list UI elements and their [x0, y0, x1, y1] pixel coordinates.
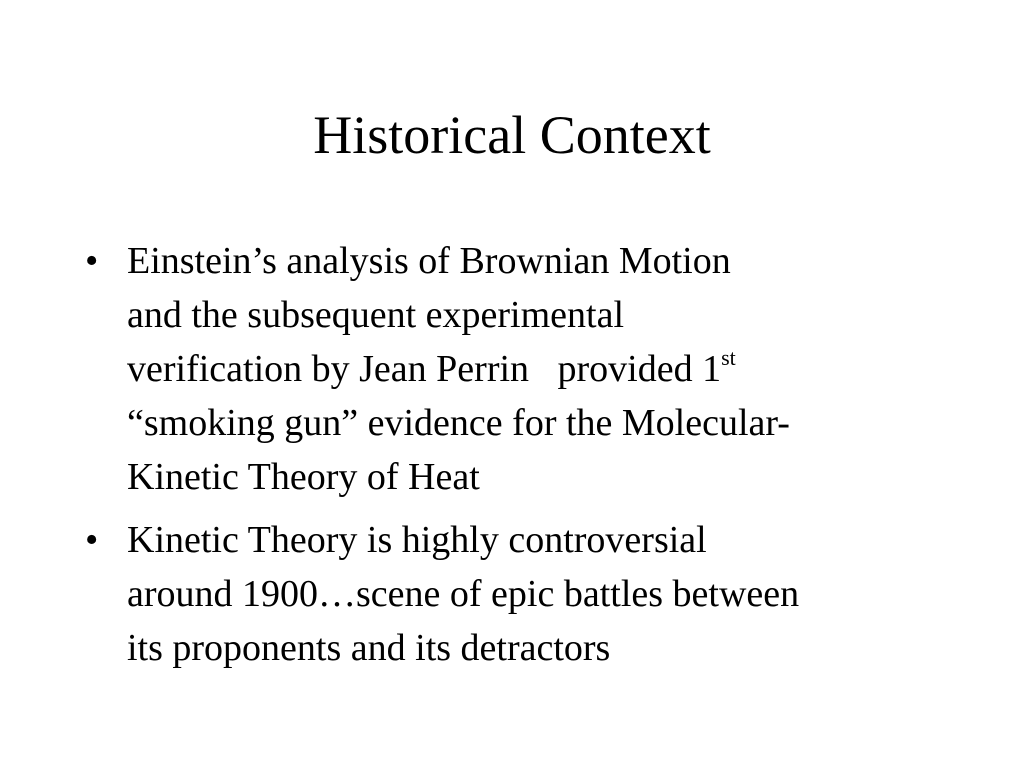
bullet-line-text: verification by Jean Perrin provided 1 — [127, 348, 722, 390]
bullet-line-with-superscript — [127, 342, 955, 396]
bullet-line: around 1900…scene of epic battles between — [127, 573, 800, 615]
bullet-line: Kinetic Theory is highly controversial — [127, 519, 707, 561]
bullet-icon: • — [85, 519, 99, 561]
bullet-line: its proponents and its detractors — [127, 627, 611, 669]
bullet-item-kinetic-theory — [85, 513, 955, 675]
slide-title: Historical Context — [313, 105, 711, 165]
bullet-icon: • — [85, 240, 99, 282]
bullet-line: and the subsequent experimental — [127, 294, 625, 336]
bullet-line: Einstein’s analysis of Brownian Motion — [127, 240, 731, 282]
bullet-line: Kinetic Theory of Heat — [127, 456, 480, 498]
bullet-list — [85, 234, 955, 684]
bullet-item-brownian-motion — [85, 234, 955, 504]
bullet-line: “smoking gun” evidence for the Molecular- — [127, 402, 790, 444]
ordinal-superscript: st — [721, 345, 736, 370]
